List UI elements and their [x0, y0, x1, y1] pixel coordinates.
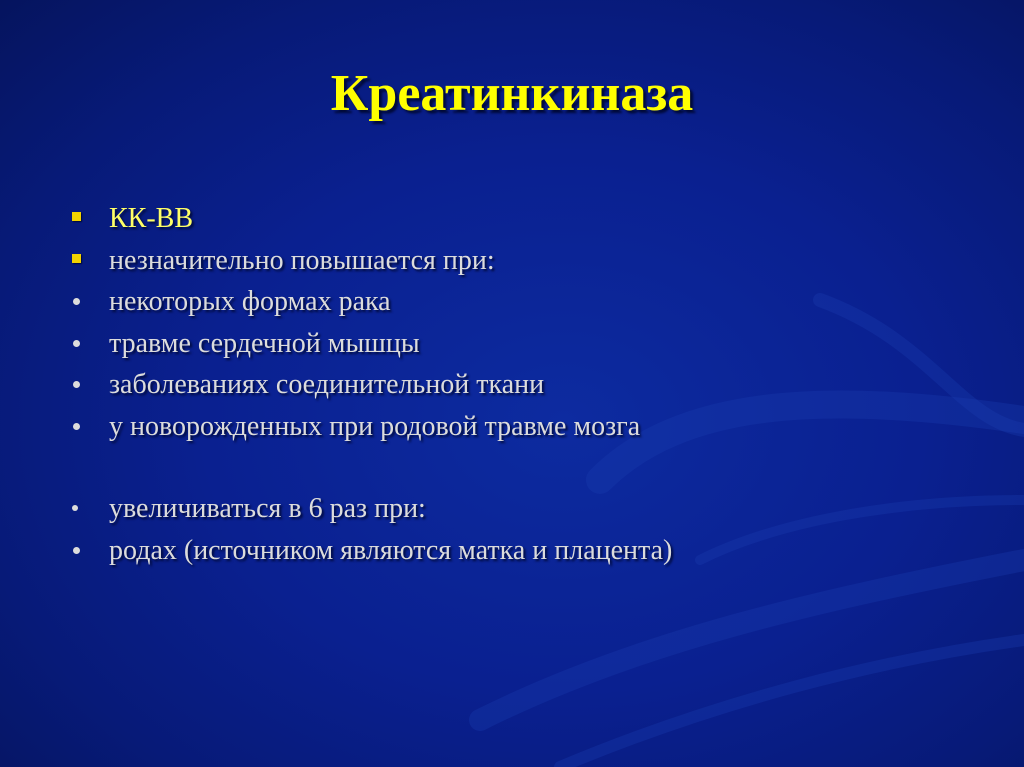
- slide-title: Креатинкиназа: [330, 65, 694, 122]
- list-item: [70, 240, 970, 282]
- list-item-text: незначительно повышается при:: [109, 244, 495, 276]
- dot-bullet-icon: [70, 488, 98, 530]
- dot-bullet-icon: [70, 281, 98, 323]
- list-item: [70, 488, 970, 530]
- list-item-text: увеличиваться в 6 раз при:: [109, 493, 426, 524]
- list-item: [70, 198, 970, 240]
- dot-bullet-icon: [70, 323, 98, 365]
- list-item-text: заболеваниях соединительной ткани: [109, 369, 545, 400]
- list-item-text: некоторых формах рака: [109, 286, 391, 317]
- list-item-text: травме сердечной мышцы: [109, 327, 420, 359]
- dot-bullet-icon: [70, 406, 98, 448]
- list-item: [70, 281, 970, 323]
- square-bullet-icon: [70, 198, 98, 240]
- bullet-list: [70, 198, 970, 571]
- list-item: [70, 323, 970, 365]
- list-item: [70, 530, 970, 572]
- list-item-text: КК-ВВ: [109, 203, 194, 234]
- dot-bullet-icon: [70, 530, 98, 572]
- list-item: [70, 406, 970, 448]
- list-item: [70, 364, 970, 406]
- list-item-text: родах (источником являются матка и плацента): [109, 534, 673, 566]
- square-bullet-icon: [70, 240, 98, 282]
- dot-bullet-icon: [70, 364, 98, 406]
- list-item-text: у новорожденных при родовой травме мозга: [109, 410, 641, 442]
